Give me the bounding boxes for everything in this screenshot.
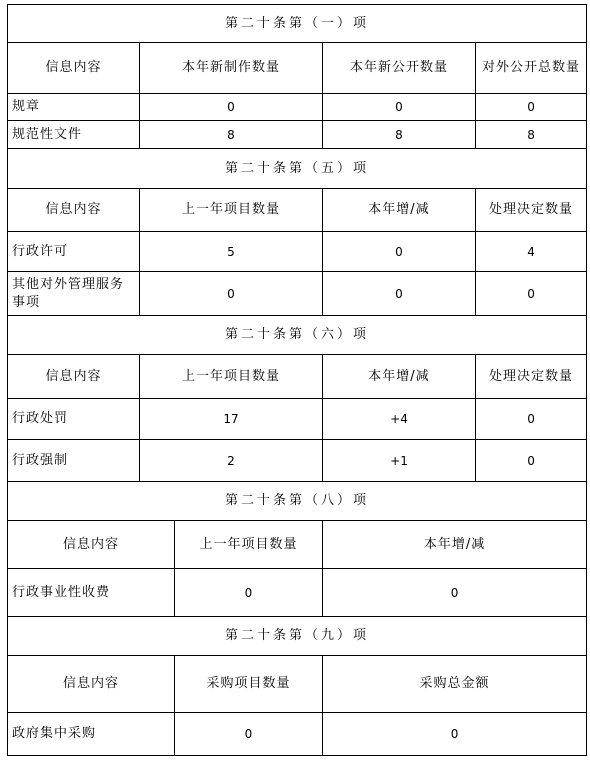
disclosure-table <box>7 4 587 756</box>
cell-value: 0 <box>323 272 476 316</box>
column-header: 处理决定数量 <box>476 355 587 399</box>
column-header: 对外公开总数量 <box>476 43 587 94</box>
section-title: 第二十条第（一）项 <box>8 5 587 43</box>
row-label: 政府集中采购 <box>8 713 175 756</box>
column-header: 信息内容 <box>8 521 175 569</box>
cell-value: 8 <box>476 121 587 149</box>
cell-value: 0 <box>323 94 476 121</box>
column-header: 上一年项目数量 <box>175 521 323 569</box>
column-header: 信息内容 <box>8 189 140 232</box>
cell-value: +1 <box>323 440 476 482</box>
cell-value: 0 <box>323 569 587 617</box>
cell-value: 2 <box>140 440 323 482</box>
cell-value: 0 <box>175 569 323 617</box>
cell-value: 0 <box>140 94 323 121</box>
cell-value: 4 <box>476 232 587 272</box>
row-label: 行政强制 <box>8 440 140 482</box>
column-header: 采购项目数量 <box>175 656 323 713</box>
row-label: 其他对外管理服务事项 <box>8 272 140 316</box>
row-label: 行政事业性收费 <box>8 569 175 617</box>
section-title: 第二十条第（九）项 <box>8 617 587 656</box>
cell-value: 8 <box>323 121 476 149</box>
disclosure-report <box>7 4 586 756</box>
cell-value: 0 <box>175 713 323 756</box>
row-label: 行政许可 <box>8 232 140 272</box>
cell-value: 0 <box>140 272 323 316</box>
cell-value: 0 <box>476 399 587 440</box>
cell-value: 0 <box>323 713 587 756</box>
cell-value: 17 <box>140 399 323 440</box>
column-header: 上一年项目数量 <box>140 189 323 232</box>
row-label: 规范性文件 <box>8 121 140 149</box>
section-title: 第二十条第（六）项 <box>8 316 587 355</box>
section-title: 第二十条第（八）项 <box>8 482 587 521</box>
column-header: 采购总金额 <box>323 656 587 713</box>
section-title: 第二十条第（五）项 <box>8 149 587 189</box>
column-header: 信息内容 <box>8 355 140 399</box>
column-header: 本年新公开数量 <box>323 43 476 94</box>
cell-value: 5 <box>140 232 323 272</box>
column-header: 处理决定数量 <box>476 189 587 232</box>
column-header: 信息内容 <box>8 43 140 94</box>
cell-value: +4 <box>323 399 476 440</box>
row-label: 规章 <box>8 94 140 121</box>
column-header: 本年增/减 <box>323 521 587 569</box>
cell-value: 0 <box>476 94 587 121</box>
column-header: 本年增/减 <box>323 189 476 232</box>
column-header: 上一年项目数量 <box>140 355 323 399</box>
column-header: 本年增/减 <box>323 355 476 399</box>
cell-value: 0 <box>323 232 476 272</box>
column-header: 信息内容 <box>8 656 175 713</box>
cell-value: 0 <box>476 272 587 316</box>
cell-value: 0 <box>476 440 587 482</box>
row-label: 行政处罚 <box>8 399 140 440</box>
cell-value: 8 <box>140 121 323 149</box>
column-header: 本年新制作数量 <box>140 43 323 94</box>
